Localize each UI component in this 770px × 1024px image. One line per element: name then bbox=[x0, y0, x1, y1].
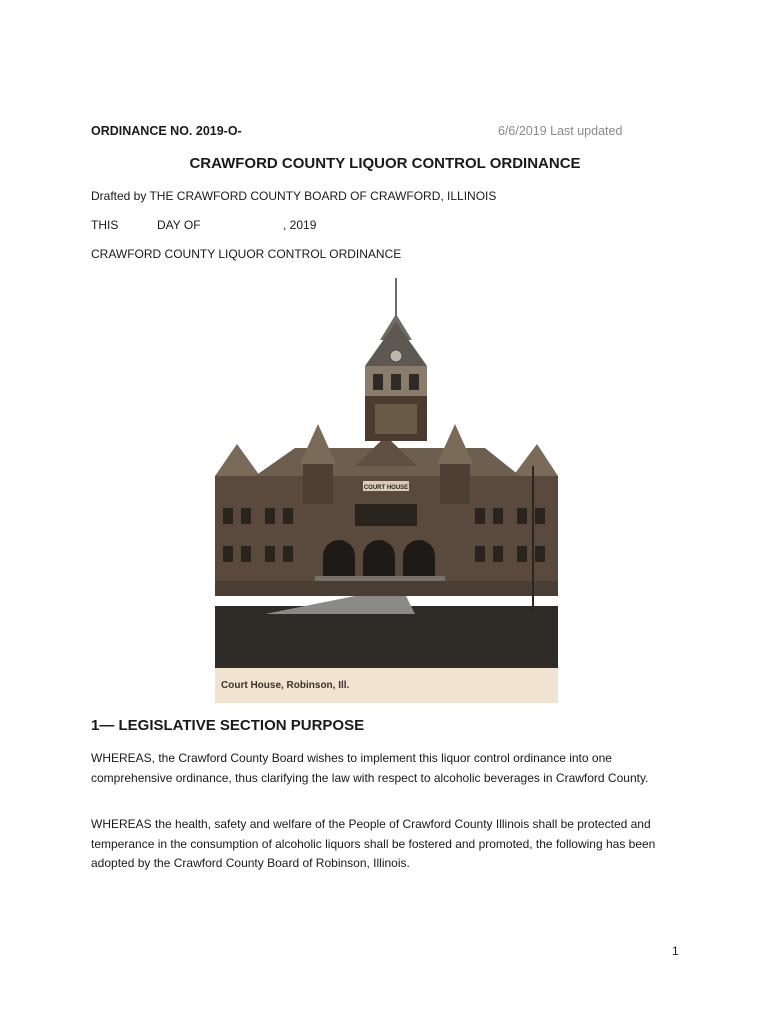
photo-caption: Court House, Robinson, Ill. bbox=[221, 680, 350, 691]
drafted-by-line: Drafted by THE CRAWFORD COUNTY BOARD OF CRAWFORD, ILLINOIS bbox=[91, 189, 497, 203]
court-house-sign: COURT HOUSE bbox=[363, 485, 409, 491]
section-heading: 1— LEGISLATIVE SECTION PURPOSE bbox=[91, 717, 365, 734]
date-line bbox=[91, 218, 316, 232]
date-day-of: DAY OF bbox=[157, 218, 201, 232]
last-updated: 6/6/2019 Last updated bbox=[498, 124, 623, 138]
paragraph-2: WHEREAS the health, safety and welfare of the People of Crawford County Illinois shall be protected and temperance in the consumption of alcoholic liquors shall be fostered and promoted, the following has been adopted by the Crawford County Board of Robinson, Illinois. bbox=[91, 817, 656, 870]
date-year: , 2019 bbox=[283, 218, 317, 232]
subtitle: CRAWFORD COUNTY LIQUOR CONTROL ORDINANCE bbox=[91, 247, 402, 261]
paragraph-1: WHEREAS, the Crawford County Board wishes to implement this liquor control ordinance into one comprehensive ordinance, thus clarifying the law with respect to alcoholic beverages in Crawford County. bbox=[91, 751, 649, 785]
date-this: THIS bbox=[91, 218, 119, 232]
document-title: CRAWFORD COUNTY LIQUOR CONTROL ORDINANCE bbox=[189, 155, 581, 172]
courthouse-photo bbox=[215, 276, 558, 703]
ordinance-number: ORDINANCE NO. 2019-O- bbox=[91, 124, 242, 138]
page-number: 1 bbox=[672, 944, 679, 958]
